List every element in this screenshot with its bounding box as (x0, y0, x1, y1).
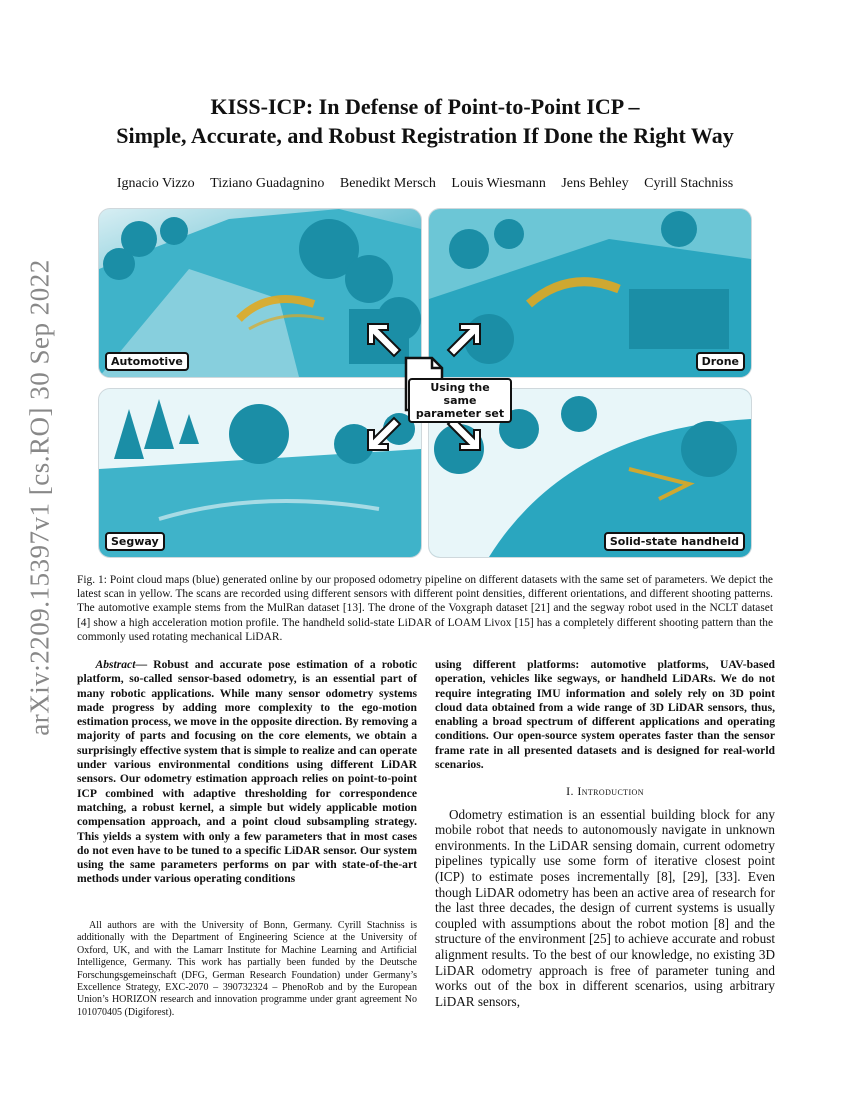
abstract (77, 658, 417, 887)
paper-title (70, 92, 780, 150)
author-list (70, 176, 780, 192)
same-parameter-set-label (408, 378, 512, 423)
figure-1 (98, 208, 750, 560)
author-name: Jens Behley (561, 176, 629, 191)
figure-caption: Fig. 1: Point cloud maps (blue) generated online by our proposed odometry pipeline on different datasets with the same set of parameters. We depict the latest scan in yellow. The scans are recorded using different sensors with different point densities, different orientations, and different shooting patterns. The automotive example stems from the MulRan dataset [13]. The drone of the Voxgraph dataset [21] and the segway robot used in the NCLT dataset [4] show a high acceleration motion profile. The handheld solid-state LiDAR of LOAM Livox [15] has a completely different shooting pattern than the commonly used rotating mechanical LiDAR. (77, 574, 773, 643)
section-heading (435, 784, 775, 798)
arrow-up-right-icon (444, 320, 484, 360)
author-name: Ignacio Vizzo (116, 176, 195, 191)
abstract-continued: using different platforms: automotive platforms, UAV-based operation, vehicles like segways, or handheld LiDARs. We do not require integrating IMU information and solely rely on 3D point cloud data obtained from a wide range of 3D LiDAR sensors, thus, enabling a broad spectrum of different applications and operating conditions. Our open-source system operates faster than the sensor frame rate in all presented datasets and is designed for real-world scenarios. (435, 658, 775, 772)
abstract-label: Abstract (95, 658, 136, 671)
author-name: Benedikt Mersch (339, 176, 436, 191)
author-name: Tiziano Guadagnino (210, 176, 325, 191)
arxiv-identifier (14, 258, 66, 736)
introduction-paragraph: Odometry estimation is an essential building block for any mobile robot that needs to autonomously navigate in unknown environments. In the LiDAR sensing domain, current odometry pipelines typically use some form of iterative closest point (ICP) to estimate poses incrementally [8], [29], [33]. Even though LiDAR odometry has been an active area of research for the last three decades, the design of current systems is usually coupled with assumptions about the robot motion [8] and the structure of the environment [25] to achieve accurate and robust alignment results. To the best of our knowledge, no existing 3D LiDAR odometry approach is free of parameter tuning and works out of the box in different scenarios, using arbitrary LiDAR sensors, (435, 806, 775, 1009)
abstract-text-left: Robust and accurate pose estimation of a robotic platform, so-called sensor-based odometry, is an essential part of many robotic applications. While many sensor odometry systems made progress by adding more complexity to the ego-motion estimation process, we move in the opposite direction. By removing a majority of parts and focusing on the core elements, we obtain a surprisingly effective system that is simple to realize and can operate under various environmental conditions using different LiDAR sensors. Our odometry estimation approach relies on point-to-point ICP combined with adaptive thresholding for correspondence matching, a robust kernel, a simple but widely applicable motion compensation approach, and a point cloud subsampling strategy. This yields a system with only a few parameters that in most cases do not even have to be tuned to a specific LiDAR sensor. Our system using the same parameters performs on par with state-of-the-art methods under various operating conditions (77, 658, 418, 886)
arrow-up-left-icon (364, 320, 404, 360)
solid-state-label: Solid-state handheld (604, 532, 745, 551)
arrow-down-left-icon (364, 414, 404, 454)
segway-label: Segway (105, 532, 165, 551)
center-label-line-1: Using the same (430, 381, 490, 407)
automotive-label: Automotive (105, 352, 189, 371)
section-title: Introduction (577, 784, 644, 799)
center-label-line-2: parameter set (415, 407, 505, 420)
author-name: Cyrill Stachniss (644, 176, 734, 191)
section-number: I. (566, 784, 574, 799)
arxiv-id-text: arXiv:2209.15397v1 [cs.RO] 30 Sep 2022 (24, 258, 55, 736)
author-affiliation-footnote: All authors are with the University of Bonn, Germany. Cyrill Stachniss is additionally with the Department of Engineering Science at the University of Oxford, UK, and with the Lamarr Institute for Machine Learning and Artificial Intelligence, Germany. This work has partially been funded by the Deutsche Forschungsgemeinschaft (DFG, German Research Foundation) under Germany’s Excellence Strategy, EXC-2070 – 390732324 – PhenoRob and by the European Union’s HORIZON research and innovation programme under grant agreement No 101070405 (Digiforest). (77, 920, 417, 1018)
right-column (435, 658, 775, 1009)
drone-label: Drone (696, 352, 745, 371)
title-line-1: KISS-ICP: In Defense of Point-to-Point ICP – (210, 94, 640, 119)
title-line-2: Simple, Accurate, and Robust Registration If Done the Right Way (116, 123, 734, 148)
author-name: Louis Wiesmann (451, 176, 546, 191)
abstract-dash: — (135, 658, 148, 671)
left-column (77, 658, 417, 887)
